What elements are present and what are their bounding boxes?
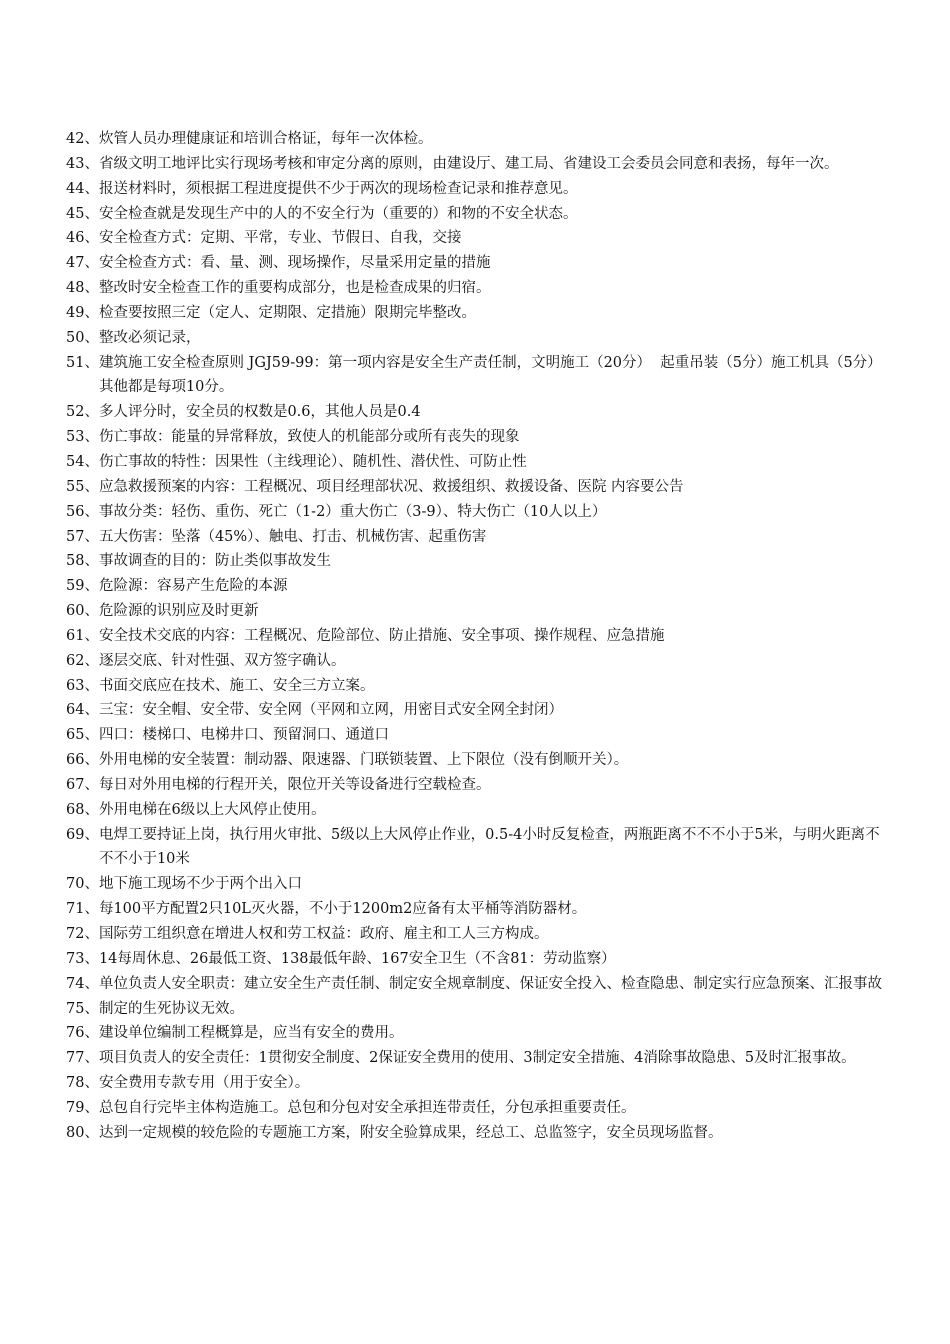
list-item <box>66 624 890 649</box>
item-number: 50、 <box>66 329 99 346</box>
item-number: 69、 <box>66 826 99 843</box>
list-item <box>66 177 890 202</box>
item-text: 炊管人员办理健康证和培训合格证，每年一次体检。 <box>98 131 433 147</box>
item-text: 应急救援预案的内容：工程概况、项目经理部状况、救援组织、救援设备、医院 内容要公告 <box>98 478 684 495</box>
item-text: 安全费用专款专用（用于安全）。 <box>98 1075 310 1092</box>
item-number: 45、 <box>66 205 99 222</box>
list-item <box>66 400 890 425</box>
item-text: 逐层交底、针对性强、双方签字确认。 <box>98 652 346 669</box>
item-text: 四口：楼梯口、电梯井口、预留洞口、通道口 <box>98 727 389 744</box>
item-text: 建设单位编制工程概算是，应当有安全的费用。 <box>98 1025 404 1042</box>
item-number: 65、 <box>66 727 99 744</box>
list-item <box>66 1046 890 1071</box>
list-item <box>66 773 890 798</box>
list-item <box>66 947 890 972</box>
list-item <box>66 997 890 1022</box>
list-item <box>66 798 890 823</box>
item-number: 68、 <box>66 801 99 818</box>
item-text: 电焊工要持证上岗，执行用火审批、5级以上大风停止作业，0.5-4小时反复检查，两瓶距离不不不小于5米，与明火距离不不不小于10米 <box>98 826 880 868</box>
item-number: 67、 <box>66 776 99 793</box>
list-item <box>66 202 890 227</box>
item-number: 47、 <box>66 255 99 272</box>
item-number: 79、 <box>66 1099 99 1116</box>
item-number: 58、 <box>66 553 99 570</box>
item-number: 61、 <box>66 627 99 644</box>
item-number: 76、 <box>66 1025 99 1042</box>
item-number: 75、 <box>66 1000 99 1017</box>
item-text: 每日对外用电梯的行程开关，限位开关等设备进行空载检查。 <box>98 776 491 793</box>
item-text: 单位负责人安全职责：建立安全生产责任制、制定安全规章制度、保证安全投入、检查隐患、制定实行应急预案、汇报事故 <box>98 975 882 992</box>
item-number: 46、 <box>66 230 99 247</box>
item-number: 74、 <box>66 975 99 992</box>
item-text: 达到一定规模的较危险的专题施工方案，附安全验算成果，经总工、总监签字，安全员现场监督。 <box>98 1124 723 1141</box>
item-text: 书面交底应在技术、施工、安全三方立案。 <box>98 677 375 694</box>
list-item <box>66 301 890 326</box>
list-item <box>66 475 890 500</box>
item-text: 安全检查方式：定期、平常，专业、节假日、自我，交接 <box>98 230 462 247</box>
list-item <box>66 450 890 475</box>
list-item <box>66 698 890 723</box>
list-item <box>66 549 890 574</box>
item-text: 每100平方配置2只10L灭火器，不小于1200m2应备有太平桶等消防器材。 <box>98 901 587 918</box>
item-text: 制定的生死协议无效。 <box>98 1000 244 1017</box>
list-item <box>66 872 890 897</box>
item-number: 52、 <box>66 404 99 421</box>
item-number: 80、 <box>66 1124 99 1141</box>
item-text: 伤亡事故的特性：因果性（主线理论）、随机性、潜伏性、可防止性 <box>98 453 527 470</box>
item-number: 53、 <box>66 429 99 446</box>
item-number: 64、 <box>66 702 99 719</box>
item-number: 51、 <box>66 354 99 371</box>
list-item <box>66 574 890 599</box>
item-number: 57、 <box>66 528 99 545</box>
item-text: 多人评分时，安全员的权数是0.6，其他人员是0.4 <box>98 404 421 421</box>
item-number: 56、 <box>66 503 99 520</box>
item-text: 整改必须记录， <box>98 329 201 346</box>
item-text: 三宝：安全帽、安全带、安全网（平网和立网，用密目式安全网全封闭） <box>98 702 563 719</box>
item-text: 外用电梯的安全装置：制动器、限速器、门联锁装置、上下限位（没有倒顺开关）。 <box>98 752 629 769</box>
item-number: 66、 <box>66 752 99 769</box>
item-text: 安全检查就是发现生产中的人的不安全行为（重要的）和物的不安全状态。 <box>98 205 578 222</box>
list-item <box>66 674 890 699</box>
item-number: 44、 <box>66 180 99 197</box>
item-number: 42、 <box>66 131 99 147</box>
item-text: 危险源：容易产生危险的本源 <box>98 578 288 595</box>
list-item <box>66 276 890 301</box>
item-text: 总包自行完毕主体构造施工。总包和分包对安全承担连带责任，分包承担重要责任。 <box>98 1099 636 1116</box>
list-item <box>66 1121 890 1146</box>
item-number: 55、 <box>66 478 99 495</box>
list-item <box>66 425 890 450</box>
item-text: 国际劳工组织意在增进人权和劳工权益：政府、雇主和工人三方构成。 <box>98 926 549 942</box>
item-number: 71、 <box>66 901 99 918</box>
item-number: 54、 <box>66 453 99 470</box>
item-text: 整改时安全检查工作的重要构成部分，也是检查成果的归宿。 <box>98 280 491 297</box>
item-text: 事故分类：轻伤、重伤、死亡（1-2）重大伤亡（3-9）、特大伤亡（10人以上） <box>98 503 607 520</box>
list-item <box>66 351 890 401</box>
item-text: 地下施工现场不少于两个出入口 <box>98 876 302 893</box>
numbered-list <box>66 127 890 1146</box>
list-item <box>66 152 890 177</box>
list-item <box>66 251 890 276</box>
item-text: 安全技术交底的内容：工程概况、危险部位、防止措施、安全事项、操作规程、应急措施 <box>98 627 665 644</box>
list-item <box>66 649 890 674</box>
item-number: 78、 <box>66 1075 99 1092</box>
list-item <box>66 500 890 525</box>
list-item <box>66 1071 890 1096</box>
item-text: 安全检查方式：看、量、测、现场操作，尽量采用定量的措施 <box>98 255 491 272</box>
item-number: 59、 <box>66 578 99 595</box>
list-item <box>66 525 890 550</box>
list-item <box>66 226 890 251</box>
list-item <box>66 823 890 873</box>
item-number: 49、 <box>66 304 99 321</box>
item-text: 报送材料时，须根据工程进度提供不少于两次的现场检查记录和推荐意见。 <box>98 180 578 197</box>
item-text: 项目负责人的安全责任：1贯彻安全制度、2保证安全费用的使用、3制定安全措施、4消除事故隐患、5及时汇报事故。 <box>98 1050 856 1067</box>
list-item <box>66 1021 890 1046</box>
item-text: 检查要按照三定（定人、定期限、定措施）限期完毕整改。 <box>98 304 476 321</box>
item-number: 77、 <box>66 1050 99 1067</box>
item-text: 事故调查的目的：防止类似事故发生 <box>98 553 331 570</box>
list-item <box>66 723 890 748</box>
list-item <box>66 897 890 922</box>
list-item <box>66 599 890 624</box>
list-item <box>66 127 890 152</box>
item-number: 43、 <box>66 155 99 172</box>
list-item <box>66 326 890 351</box>
item-number: 70、 <box>66 876 99 893</box>
item-text: 建筑施工安全检查原则 JGJ59-99：第一项内容是安全生产责任制，文明施工（20分） 起重吊装（5分）施工机具（5分）其他都是每项10分。 <box>98 354 882 396</box>
item-number: 62、 <box>66 652 99 669</box>
item-number: 48、 <box>66 280 99 297</box>
item-text: 省级文明工地评比实行现场考核和审定分离的原则，由建设厅、建工局、省建设工会委员会同意和表扬，每年一次。 <box>98 155 839 172</box>
item-text: 外用电梯在6级以上大风停止使用。 <box>98 801 326 818</box>
item-number: 73、 <box>66 950 99 967</box>
item-number: 72、 <box>66 926 99 942</box>
item-number: 60、 <box>66 603 99 620</box>
item-text: 五大伤害：坠落（45%）、触电、打击、机械伤害、起重伤害 <box>98 528 487 545</box>
list-item <box>66 1096 890 1121</box>
item-text: 伤亡事故：能量的异常释放，致使人的机能部分或所有丧失的现象 <box>98 429 520 446</box>
item-text: 危险源的识别应及时更新 <box>98 603 259 620</box>
item-number: 63、 <box>66 677 99 694</box>
list-item <box>66 922 890 947</box>
item-text: 14每周休息、26最低工资、138最低年龄、167安全卫生（不含81：劳动监察） <box>98 950 616 967</box>
list-item <box>66 748 890 773</box>
list-item <box>66 972 890 997</box>
